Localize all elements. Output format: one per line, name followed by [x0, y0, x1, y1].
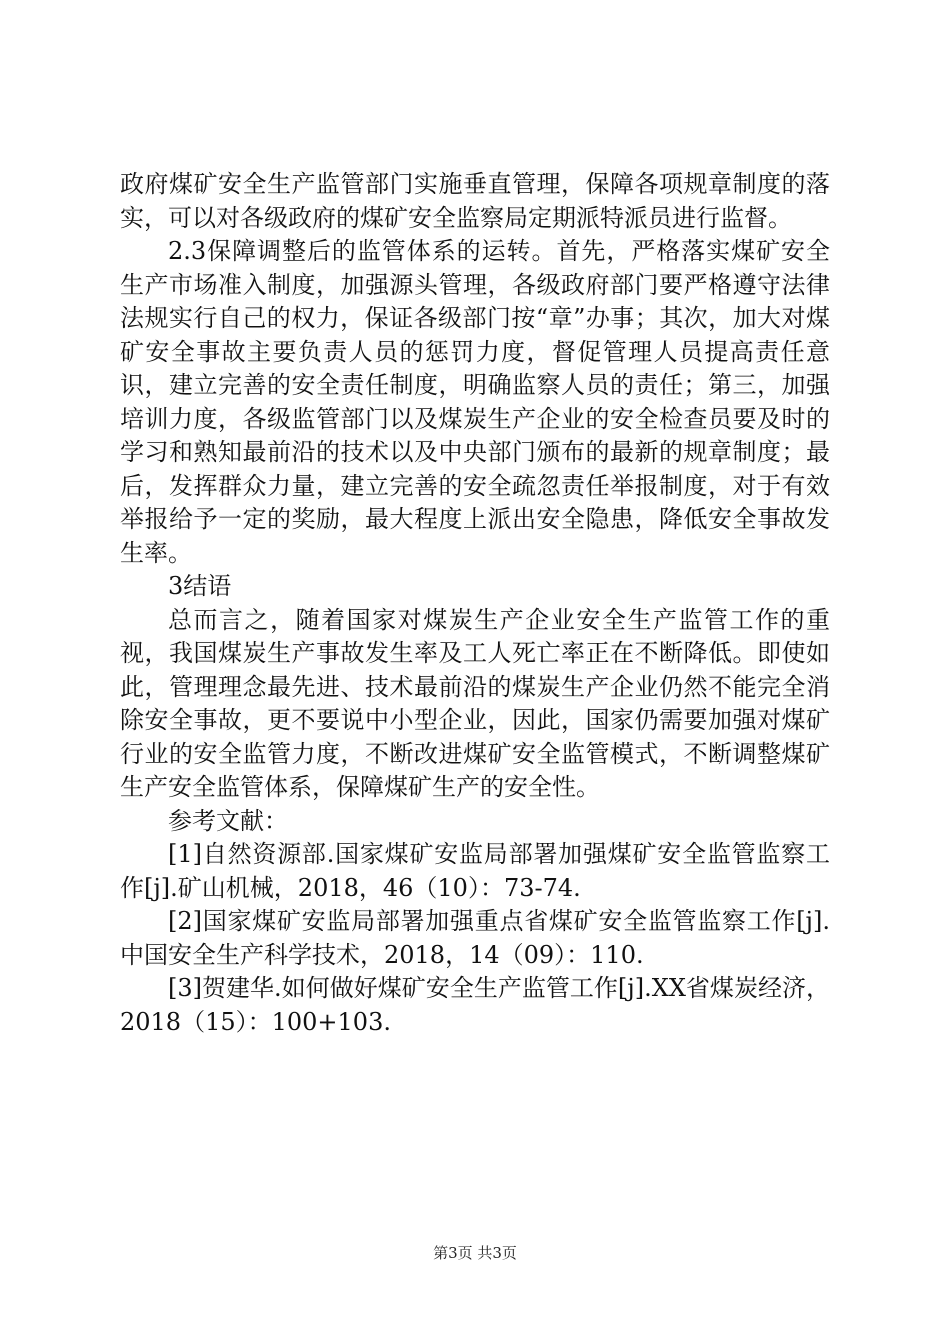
page-footer: 第3页 共3页 [433, 1244, 517, 1262]
section-heading-conclusion: 3结语 [168, 572, 232, 600]
paragraph-conclusion: 总而言之，随着国家对煤炭生产企业安全生产监管工作的重视，我国煤炭生产事故发生率及工人死亡率正在不断降低。即使如此，管理理念最先进、技术最前沿的煤炭生产企业仍然不能完全消除安全事故，更不要说中小型企业，因此，国家仍需要加强对煤矿行业的安全监管力度，不断改进煤矿安全监管模式，不断调整煤矿生产安全监管体系，保障煤矿生产的安全性。 [120, 605, 830, 801]
document-body [120, 168, 830, 1039]
reference-item-2: [2]国家煤矿安监局部署加强重点省煤矿安全监管监察工作[j].中国安全生产科学技术，2018，14（09）：110. [120, 907, 830, 969]
paragraph-section-2-3: 2.3保障调整后的监管体系的运转。首先，严格落实煤矿安全生产市场准入制度，加强源头管理，各级政府部门要严格遵守法律法规实行自己的权力，保证各级部门按“章”办事；其次，加大对煤矿安全事故主要负责人员的惩罚力度，督促管理人员提高责任意识，建立完善的安全责任制度，明确监察人员的责任；第三，加强培训力度，各级监管部门以及煤炭生产企业的安全检查员要及时的学习和熟知最前沿的技术以及中央部门颁布的最新的规章制度；最后，发挥群众力量，建立完善的安全疏忽责任举报制度，对于有效举报给予一定的奖励，最大程度上派出安全隐患，降低安全事故发生率。 [120, 237, 830, 567]
reference-item-1: [1]自然资源部.国家煤矿安监局部署加强煤矿安全监管监察工作[j].矿山机械，2018，46（10）：73-74. [120, 840, 830, 902]
paragraph-continuation: 政府煤矿安全生产监管部门实施垂直管理，保障各项规章制度的落实，可以对各级政府的煤矿安全监察局定期派特派员进行监督。 [120, 170, 830, 232]
references-heading: 参考文献： [168, 806, 288, 835]
reference-item-3: [3]贺建华.如何做好煤矿安全生产监管工作[j].XX省煤炭经济，2018（15）：100+103. [120, 974, 830, 1036]
